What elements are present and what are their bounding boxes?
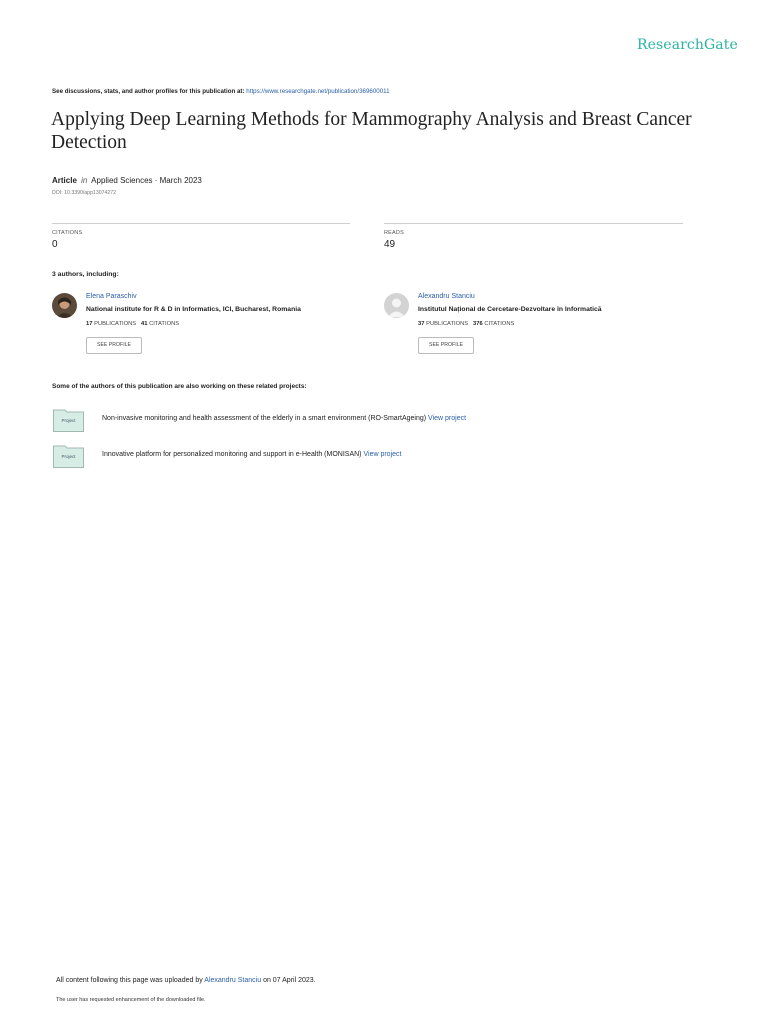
discussion-note [52,88,390,95]
avatar[interactable] [384,293,409,318]
avatar[interactable] [52,293,77,318]
researchgate-logo[interactable]: ResearchGate [637,37,738,53]
authors-heading: 3 authors, including: [52,271,119,278]
project-title: Non-invasive monitoring and health assessment of the elderly in a smart environment (RO-SmartAgeing) [102,415,427,422]
reads-value: 49 [384,239,396,250]
publications-label: PUBLICATIONS [426,321,469,327]
upload-note [56,977,316,984]
publication-url-link[interactable]: https://www.researchgate.net/publication/369600011 [246,88,390,95]
author-affiliation: Institutul Național de Cercetare-Dezvoltare în Informatică [418,306,602,313]
author-name-link[interactable]: Elena Paraschiv [86,293,137,300]
in-word: in [81,176,88,185]
discussion-prefix: See discussions, stats, and author profiles for this publication at: [52,88,245,95]
citations-label: CITATIONS [52,230,83,236]
publications-count: 37 [418,321,425,327]
citations-divider [52,223,350,224]
article-type: Article [52,176,77,185]
reads-label: READS [384,230,404,236]
project-icon [53,408,84,432]
citations-label: CITATIONS [149,321,180,327]
view-project-link[interactable]: View project [363,451,402,458]
project-icon-label: Project [61,418,76,423]
view-project-link[interactable]: View project [428,415,467,422]
citations-count: 376 [473,321,483,327]
author-name-link[interactable]: Alexandru Stanciu [418,293,475,300]
project-title: Innovative platform for personalized monitoring and support in e-Health (MONISAN) [102,451,362,458]
journal-date: Applied Sciences · March 2023 [91,176,202,185]
related-projects-heading: Some of the authors of this publication are also working on these related projects: [52,383,307,390]
publications-label: PUBLICATIONS [94,321,137,327]
publication-meta [52,176,202,185]
reads-divider [384,223,683,224]
author-stats [418,321,514,327]
project-icon-label: Project [61,454,76,459]
project-item [102,451,401,458]
publication-title: Applying Deep Learning Methods for Mammography Analysis and Breast Cancer Detection [51,109,692,153]
author-stats [86,321,179,327]
citations-count: 41 [141,321,148,327]
project-icon [53,444,84,468]
see-profile-button[interactable]: SEE PROFILE [418,337,474,354]
doi: DOI: 10.3390/app13074272 [52,190,117,196]
uploader-link[interactable]: Alexandru Stanciu [204,977,262,984]
citations-label: CITATIONS [484,321,515,327]
publications-count: 17 [86,321,93,327]
enhancement-note: The user has requested enhancement of the downloaded file. [56,997,206,1003]
author-affiliation: National institute for R & D in Informatics, ICI, Bucharest, Romania [86,306,301,313]
upload-prefix: All content following this page was uploaded by [56,977,203,984]
project-item [102,415,466,422]
upload-suffix: on 07 April 2023. [263,977,316,984]
see-profile-button[interactable]: SEE PROFILE [86,337,142,354]
citations-value: 0 [52,239,58,250]
